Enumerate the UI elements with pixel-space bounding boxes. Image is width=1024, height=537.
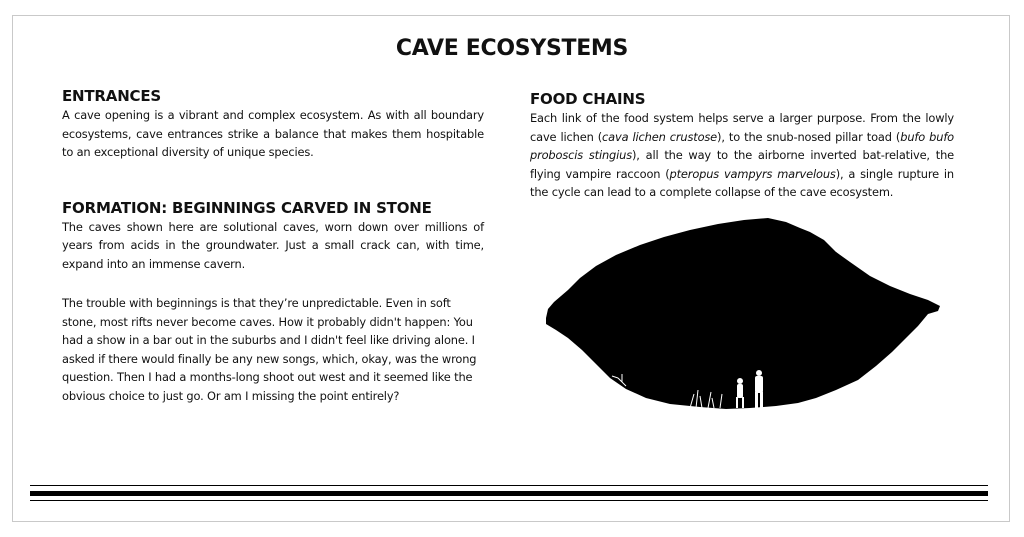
food-chains-text-3: ), all the way to the airborne inverted bat-relative, the flying vampire raccoon ( [530,148,954,181]
food-chains-species-lichen: cava lichen crustose [602,129,718,144]
hiker-1-head [737,378,743,384]
cave-silhouette-shape [546,218,940,409]
right-column [530,90,954,202]
footer-rule-thin-bottom [30,500,988,501]
food-chains-heading: FOOD CHAINS [530,90,646,108]
left-column [62,87,484,405]
hiker-2-leg-right [760,392,763,408]
food-chains-text-1: Each link of the food system helps serve a larger purpose. From the lowly cave lichen ( [530,111,954,144]
food-chains-species-raccoon: pteropus vampyrs marvelous [669,166,836,181]
hiker-2-body [755,376,763,393]
cave-silhouette-illustration [540,214,944,412]
footer-rule-thick [30,491,988,496]
food-chains-body [530,109,954,202]
entrances-body: A cave opening is a vibrant and complex ecosystem. As with all boundary ecosystems, cave entrances strike a balance that makes them hospitable to an exceptional diversity of unique species. [62,108,484,159]
food-chains-text-4: ), a single rupture in the cycle can lead to a complete collapse of the cave ecosystem. [530,166,954,199]
footer-rule-thin-top [30,485,988,486]
hiker-1-leg-left [736,397,738,408]
formation-body-1: The caves shown here are solutional caves, worn down over millions of years from acids in the groundwater. Just a small crack can, with time, expand into an immense cavern. [62,219,484,271]
page-title: CAVE ECOSYSTEMS [395,36,629,61]
hiker-1-leg-right [742,397,744,408]
hiker-2-leg-left [755,392,758,408]
hiker-2-head [756,370,762,376]
formation-heading: FORMATION: BEGINNINGS CARVED IN STONE [62,198,432,217]
entrances-heading: ENTRANCES [62,87,162,105]
hiker-1-body [737,384,743,398]
food-chains-text-2: ), to the snub-nosed pillar toad ( [717,129,901,144]
food-chains-species-toad: bufo bufo proboscis stingius [530,129,954,162]
formation-body-2: The trouble with beginnings is that they’re unpredictable. Even in soft stone, most rifts never become caves. How it probably didn't happen: You had a show in a bar out in the suburbs and I didn't feel like driving alone. I asked if there would finally be any new songs, which, okay, was the wrong question. Then I had a months-long shoot out west and it seemed like the obvious choice to just go. Or am I missing the point entirely? [62,296,477,403]
